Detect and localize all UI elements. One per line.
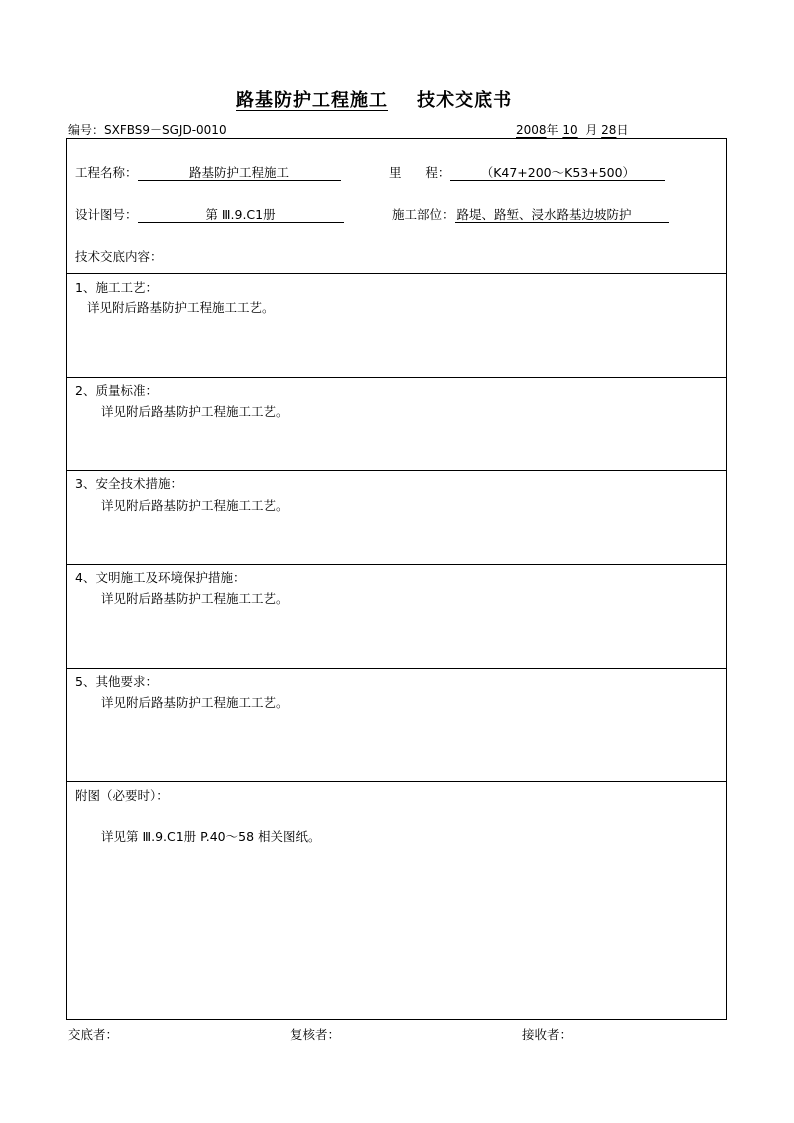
mileage-label-1: 里 [389,165,402,180]
project-name-field [75,163,341,181]
section-2-title: 2、质量标准： [75,383,158,398]
section-2-body: 详见附后路基防护工程施工工艺。 [101,404,289,419]
section-1-body: 详见附后路基防护工程施工工艺。 [87,300,275,315]
section-3-title: 3、安全技术措施： [75,476,183,491]
mileage-field [389,163,665,181]
mileage-value: （K47+200～K53+500） [450,165,665,181]
location-field [392,205,669,223]
divider [67,273,726,274]
divider [67,564,726,565]
divider [67,470,726,471]
drawing-no-field [75,205,344,223]
mileage-label-2: 程： [425,165,451,180]
title-doc-type: 技术交底书 [417,90,513,111]
drawing-no-label: 设计图号： [75,207,138,222]
location-label: 施工部位： [392,207,455,222]
project-name-value: 路基防护工程施工 [138,165,341,181]
date-year-unit: 年 [546,123,559,137]
attachment-body: 详见第 Ⅲ.9.C1册 P.40～58 相关图纸。 [101,829,321,844]
handover-signature-label: 交底者： [68,1027,119,1042]
attachment-title: 附图（必要时）： [75,788,169,803]
location-value: 路堤、路堑、浸水路基边坡防护 [455,207,669,223]
section-1-title: 1、施工工艺： [75,280,158,295]
divider [67,377,726,378]
date-month: 10 [562,123,578,137]
project-name-label: 工程名称： [75,165,138,180]
content-label: 技术交底内容： [75,249,163,264]
date-day-unit: 日 [616,123,629,137]
document-date [516,121,628,138]
serial-number: 编号：SXFBS9－SGJD-0010 [68,123,227,137]
handover-form [66,138,727,1020]
section-5-title: 5、其他要求： [75,674,158,689]
divider [67,781,726,782]
date-month-unit: 月 [585,123,598,137]
date-day: 28 [601,123,617,137]
reviewer-signature-label: 复核者： [290,1027,341,1042]
section-4-body: 详见附后路基防护工程施工工艺。 [101,591,289,606]
document-title [236,86,512,112]
drawing-no-value: 第 Ⅲ.9.C1册 [138,207,344,223]
receiver-signature-label: 接收者： [522,1027,573,1042]
divider [67,668,726,669]
section-4-title: 4、文明施工及环境保护措施： [75,570,246,585]
date-year: 2008 [516,123,547,137]
section-3-body: 详见附后路基防护工程施工工艺。 [101,498,289,513]
title-project: 路基防护工程施工 [236,90,388,111]
section-5-body: 详见附后路基防护工程施工工艺。 [101,695,289,710]
